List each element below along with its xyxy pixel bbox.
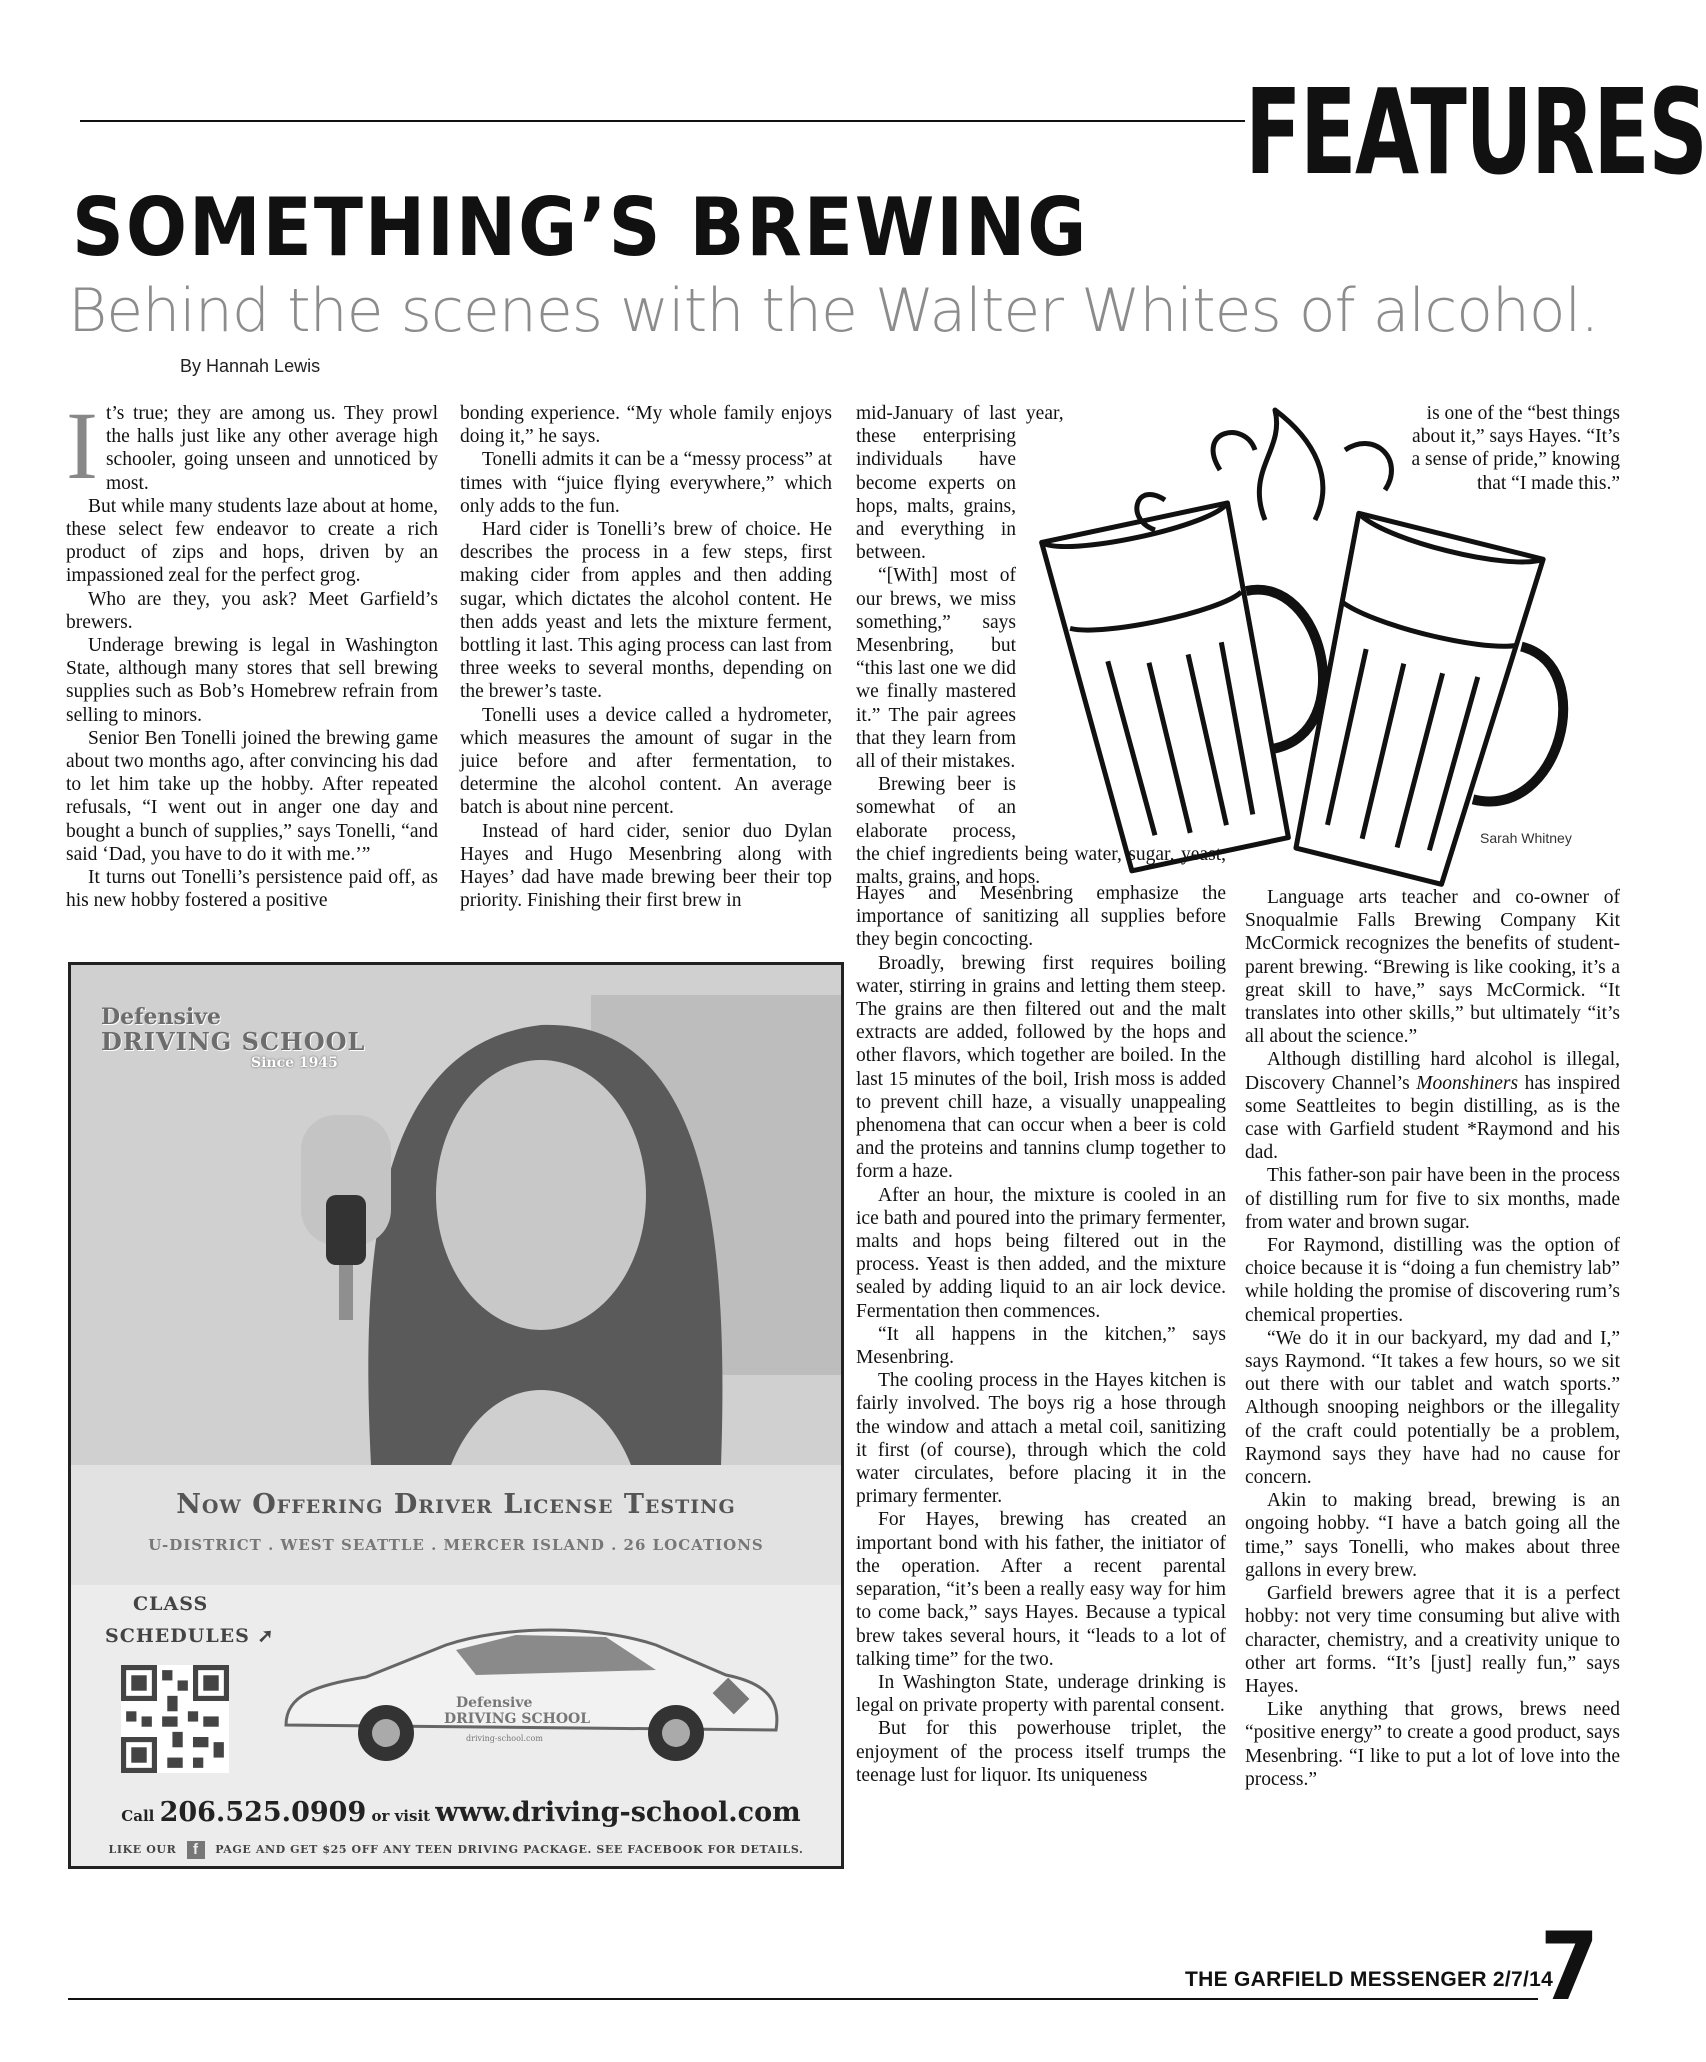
paragraph: bonding experience. “My whole family enjoys doing it,” he says.	[460, 403, 832, 448]
qr-code[interactable]	[121, 1665, 229, 1773]
paragraph: For Raymond, distilling was the option of choice because it is “doing a fun chemistry lab” while holding the promise of discovering rum’s chemical properties.	[1245, 1235, 1620, 1326]
paragraph: Hayes and Mesenbring emphasize the importance of sanitizing all supplies before they begin concocting.	[856, 883, 1226, 951]
paragraph: is one of the “best things about it,” says Hayes. “It’s a sense of pride,” knowing that “I made this.”	[1411, 403, 1620, 494]
paragraph: In Washington State, underage drinking is legal on private property with parental consent.	[856, 1671, 1226, 1717]
paragraph: Tonelli uses a device called a hydrometer, which measures the amount of sugar in the juice before and after fermentation, to determine the alcohol content. An average batch is about nine percent.	[460, 704, 832, 819]
paragraph: Who are they, you ask? Meet Garfield’s brewers.	[66, 588, 438, 633]
car-url: driving-school.com	[466, 1734, 543, 1743]
paragraph: The cooling process in the Hayes kitchen is fairly involved. The boys rig a hose through the window and attach a metal coil, sanitizing it first (of course), through which the cold water circulates, before placing it in the primary fermenter.	[856, 1370, 1226, 1508]
car-image	[276, 1615, 786, 1765]
bottom-rule	[68, 1998, 1538, 2000]
paragraph: Instead of hard cider, senior duo Dylan Hayes and Hugo Mesenbring along with Hayes’ dad have made brewing beer their top priority. Finishing their first brew in	[460, 820, 832, 912]
driving-school-ad[interactable]	[68, 962, 844, 1869]
paragraph: After an hour, the mixture is cooled in an ice bath and poured into the primary fermenter, malts and hops being filtered out in the process. Yeast is then added, and the mixture sealed by adding liquid to an air lock device. Fermentation then commences.	[856, 1184, 1226, 1322]
article-column-3-bottom	[856, 882, 1226, 1787]
byline: By Hannah Lewis	[180, 356, 321, 376]
publication-footer: THE GARFIELD MESSENGER 2/7/14	[1185, 1968, 1554, 1991]
paragraph: “It all happens in the kitchen,” says Mesenbring.	[856, 1323, 1226, 1369]
facebook-icon: f	[187, 1841, 205, 1859]
paragraph: For Hayes, brewing has created an important bond with his father, the initiator of the operation. After a recent parental separation, “it’s been a really easy way for him to come back,” says Hayes. Because a typical brew takes several hours, it “leads to a lot of talking time” for the two.	[856, 1509, 1226, 1670]
article-column-2	[460, 402, 832, 912]
schedules-label: SCHEDULES ➚	[105, 1625, 275, 1647]
subheadline: Behind the scenes with the Walter Whites of alcohol.	[68, 276, 1599, 346]
top-rule	[80, 120, 1245, 122]
ad-contact[interactable]: Call 206.525.0909 or visit www.driving-school.com	[121, 1797, 801, 1828]
article-column-4-bottom	[1245, 886, 1620, 1791]
illustration-credit: Sarah Whitney	[1480, 830, 1572, 846]
paragraph: mid-January of last year, these enterprising individuals have become experts on hops, malts, grains, and everything in between.	[856, 403, 1064, 564]
arrow-icon: ➚	[257, 1625, 275, 1647]
paragraph: “[With] most of our brews, we miss something,” says Mesenbring, but “this last one we did we finally mastered it.” The pair agrees that they learn from all of their mistakes.	[856, 565, 1016, 773]
paragraph: But while many students laze about at home, these select few endeavor to create a rich product of zips and hops, driven by an impassioned zeal for the perfect grog.	[66, 495, 438, 587]
paragraph: Senior Ben Tonelli joined the brewing game about two months ago, after convincing his dad to let him take up the hobby. After repeated refusals, “I went out in anger one day and bought a bunch of supplies,” says Tonelli, “and said ‘Dad, you have to do it with me.’”	[66, 727, 438, 865]
ad-locations: U-DISTRICT . WEST SEATTLE . MERCER ISLAND . 26 LOCATIONS	[148, 1536, 764, 1554]
paragraph: Like anything that grows, brews need “positive energy” to create a good product, says Mesenbring. “I like to put a lot of love into the process.”	[1245, 1699, 1620, 1790]
page-number: 7	[1540, 1913, 1599, 2022]
paragraph: Language arts teacher and co-owner of Snoqualmie Falls Brewing Company Kit McCormick recognizes the benefits of student-parent brewing. “Brewing is like cooking, it’s a great skill to have,” says McCormick. “It translates into other skills,” but ultimately “it’s all about the science.”	[1245, 887, 1620, 1048]
website-link: www.driving-school.com	[435, 1797, 801, 1828]
paragraph: It turns out Tonelli’s persistence paid off, as his new hobby fostered a positive	[66, 867, 438, 912]
beer-mugs-illustration	[1015, 410, 1575, 880]
paragraph: Akin to making bread, brewing is an ongoing hobby. “I have a batch going all the time,” says Tonelli, who makes about three gallons in every brew.	[1245, 1490, 1620, 1581]
paragraph: “We do it in our backyard, my dad and I,” says Raymond. “It takes a few hours, so we sit out there with our tablet and watch sports.” Although snooping neighbors or the illegality of the craft could potentially be a problem, Raymond says they have had no cause for concern.	[1245, 1327, 1620, 1489]
phone-number: 206.525.0909	[159, 1797, 367, 1828]
paragraph: Hard cider is Tonelli’s brew of choice. He describes the process in a few steps, first making cider from apples and then adding sugar, which dictates the alcohol content. He then adds yeast and lets the mixture ferment, bottling it last. This aging process can last from three weeks to several months, depending on the brewer’s taste.	[460, 519, 832, 703]
drop-cap: I	[66, 392, 98, 499]
section-title: FEATURES	[1245, 63, 1706, 201]
paragraph: Brewing beer is somewhat of an elaborate process, the chief ingredients being water, sugar, yeast, malts, grains, and hops.	[856, 774, 1226, 889]
car-logo-line2: DRIVING SCHOOL	[444, 1711, 591, 1727]
paragraph: This father-son pair have been in the process of distilling rum for five to six months, made from water and brown sugar.	[1245, 1165, 1620, 1233]
paragraph: Tonelli admits it can be a “messy process” at times with “juice flying everywhere,” which only adds to the fun.	[460, 449, 832, 517]
paragraph: Garfield brewers agree that it is a perfect hobby: not very time consuming but alive with character, chemistry, and a creativity unique to other art forms. “It’s [just] really fun,” says Hayes.	[1245, 1583, 1620, 1697]
paragraph: It’s true; they are among us. They prowl the halls just like any other average high schooler, going unseen and unnoticed by most.	[66, 392, 438, 499]
ad-offer-band	[71, 1465, 841, 1585]
facebook-promo: LIKE OUR f PAGE AND GET $25 OFF ANY TEEN DRIVING PACKAGE. SEE FACEBOOK FOR DETAILS.	[108, 1841, 804, 1858]
headline: SOMETHING’S BREWING	[72, 181, 1089, 274]
class-label: CLASS	[133, 1593, 209, 1615]
ad-offer: Now Offering Driver License Testing	[176, 1489, 736, 1520]
ad-logo: Defensive DRIVING SCHOOL Since 1945	[101, 1004, 366, 1071]
paragraph: But for this powerhouse triplet, the enjoyment of the process itself trumps the teenage lust for liquor. Its uniqueness	[856, 1718, 1226, 1786]
paragraph: Broadly, brewing first requires boiling water, stirring in grains and letting them steep. The grains are then filtered out and the malt extracts are added, followed by the hops and other flavors, which together are boiled. In the last 15 minutes of the boil, Irish moss is added to prevent chill haze, a visually unappealing phenomena that can occur when a beer is cold and the proteins and tannins clump together to form a haze.	[856, 952, 1226, 1183]
car-logo-line1: Defensive	[456, 1695, 533, 1711]
paragraph: Although distilling hard alcohol is illegal, Discovery Channel’s Moonshiners has inspired some Seattleites to begin distilling, as is the case with Garfield student *Raymond and his dad.	[1245, 1049, 1620, 1164]
paragraph: Underage brewing is legal in Washington State, although many stores that sell brewing supplies such as Bob’s Homebrew refrain from selling to minors.	[66, 635, 438, 726]
article-column-1	[66, 392, 438, 912]
